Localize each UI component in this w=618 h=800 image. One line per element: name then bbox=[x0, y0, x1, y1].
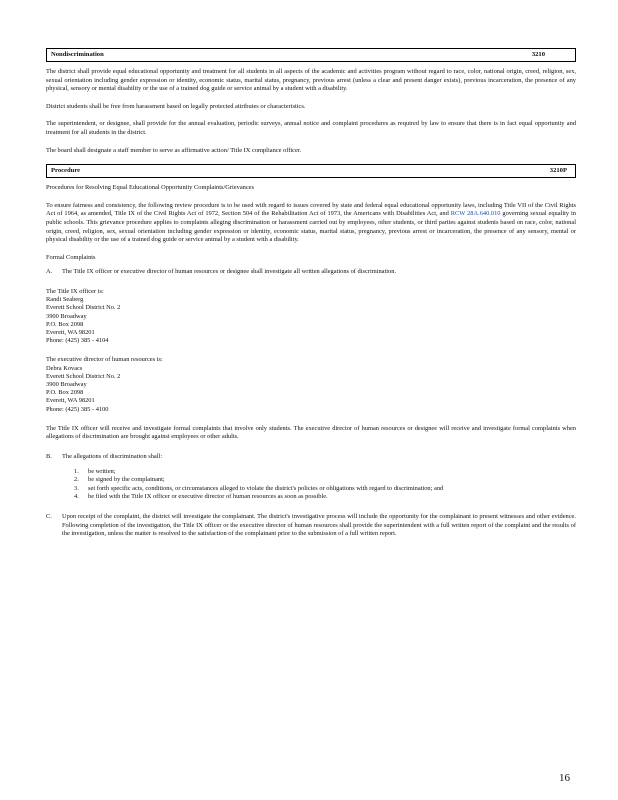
list-item-label: 2. bbox=[74, 476, 79, 484]
contact-line: Everett School District No. 2 bbox=[46, 372, 121, 380]
intro-text: To ensure fairness and consistency, the following review procedure is to be used with regard to issues covered by state and federal equal educational opportunity laws, including Title VII of the Civil Rights Act of 1964, as amended, Title IX of the Civil Rights Act of 1972, Section 504 of the Rehabilitation Act of 1973, the Americans with Disabilities Act, and bbox=[46, 201, 576, 218]
list-item-text: be written; bbox=[88, 467, 116, 475]
exec-heading: The executive director of human resources is: bbox=[46, 356, 163, 364]
policy-paragraph: The superintendent, or designee, shall provide for the annual evaluation, periodic surveys, annual notice and complaint procedures as required by law to ensure that there is in fact equal opportunity and treatment for all students in the district. bbox=[46, 120, 576, 136]
list-item-label: 4. bbox=[74, 493, 79, 501]
contact-line: Everett, WA 98201 bbox=[46, 328, 95, 336]
contact-line: 3900 Broadway bbox=[46, 380, 87, 388]
procedure-intro bbox=[46, 202, 576, 245]
item-c-label: C. bbox=[46, 512, 52, 520]
item-b bbox=[46, 453, 576, 462]
contact-line: Phone: (425) 385 - 4104 bbox=[46, 337, 109, 345]
page-number: 16 bbox=[559, 772, 570, 784]
contact-line: Debra Kovacs bbox=[46, 364, 83, 372]
list-item bbox=[74, 476, 576, 485]
formal-complaints-heading: Formal Complaints bbox=[46, 253, 96, 261]
procedure-number: 3210P bbox=[549, 167, 567, 175]
policy-title: Nondiscrimination bbox=[51, 51, 104, 58]
list-item-label: 3. bbox=[74, 484, 79, 492]
procedure-title: Procedure bbox=[51, 167, 81, 175]
procedure-subtitle: Procedures for Resolving Equal Educational Opportunity Complaints/Grievances bbox=[46, 184, 255, 192]
roles-paragraph: The Title IX officer will receive and investigate formal complaints that involve only students. The executive director of human resources or designee will receive and investigate formal complaints when allegations of discrimination are brought against employees or other adults. bbox=[46, 424, 576, 441]
contact-line: Randi Seaberg bbox=[46, 296, 84, 304]
list-item bbox=[74, 485, 576, 494]
policy-number: 3210 bbox=[531, 51, 545, 58]
list-item-label: 1. bbox=[74, 467, 79, 475]
policy-paragraph: The board shall designate a staff member to serve as affirmative action/ Title IX compliance officer. bbox=[46, 146, 302, 154]
item-c-text: Upon receipt of the complaint, the district will investigate the complainant. The district's investigative process will include the opportunity for the complainant to present witnesses and other evidence. Following completion of the investigation, the Title IX officer or the executive director of human resources shall provide the superintendent with a full written report of the complaint and the results of the investigation, unless the matter is resolved to the satisfaction of the complainant prior to the submission of a full written report. bbox=[62, 512, 576, 538]
item-b-label: B. bbox=[46, 452, 52, 460]
contact-line: Everett, WA 98201 bbox=[46, 397, 95, 405]
rcw-link[interactable]: RCW 28A.640.010 bbox=[450, 210, 501, 218]
item-a-text: The Title IX officer or executive director of human resources or designee shall investigate all written allegations of discrimination. bbox=[62, 268, 397, 276]
list-item-text: set forth specific acts, conditions, or circumstances alleged to violate the district's policies or obligations with regard to discrimination; and bbox=[88, 484, 444, 492]
document-page bbox=[46, 48, 576, 539]
procedure-header bbox=[46, 164, 576, 178]
list-item bbox=[74, 493, 576, 502]
policy-header bbox=[46, 48, 576, 62]
contact-line: Phone: (425) 385 - 4100 bbox=[46, 405, 109, 413]
list-item-text: be signed by the complainant; bbox=[88, 476, 165, 484]
item-a-label: A. bbox=[46, 268, 53, 276]
list-item-text: be filed with the Title IX officer or executive director of human resources as soon as possible. bbox=[88, 493, 328, 501]
item-c bbox=[46, 513, 576, 539]
contact-line: 3900 Broadway bbox=[46, 312, 87, 320]
list-item bbox=[74, 468, 576, 477]
policy-paragraph: The district shall provide equal educational opportunity and treatment for all students in all aspects of the academic and activities program without regard to race, color, national origin, creed, religion, sex, sexual orientation including gender expression or identity, economic status, marital status, pregnancy, previous arrest (unless a clear and present danger exists), previous incarceration, the presence of any physical, sensory or mental disability or the use of a trained dog guide or service animal by a student with a disability. bbox=[46, 68, 576, 93]
intro-text-cont: governing sexual equality in public schools. This grievance procedure applies to complaints alleging discrimination or harassment carried out by employees, other students, or third parties against students based on race, color, national origin, creed, religion, sex, sexual orientation including gender expression or identity, economic status, marital status, pregnancy, previous arrest or incarceration, the presence of any sensory, mental or physical disability or the use of a trained dog guide or service animal by a student with a disability. bbox=[46, 210, 577, 244]
title-ix-heading: The Title IX officer is: bbox=[46, 287, 104, 295]
item-b-text: The allegations of discrimination shall: bbox=[62, 452, 163, 460]
policy-paragraph: District students shall be free from harassment based on legally protected attributes or characteristics. bbox=[46, 102, 306, 110]
contact-line: P.O. Box 2098 bbox=[46, 320, 84, 328]
title-ix-contact-block bbox=[46, 288, 576, 345]
item-a bbox=[46, 268, 576, 277]
contact-line: P.O. Box 2098 bbox=[46, 389, 84, 397]
exec-director-contact-block bbox=[46, 356, 576, 413]
contact-line: Everett School District No. 2 bbox=[46, 304, 121, 312]
